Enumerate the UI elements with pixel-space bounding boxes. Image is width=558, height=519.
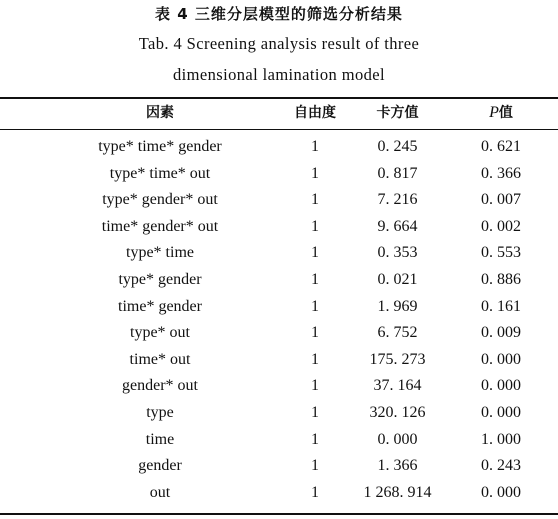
header-p-letter: P bbox=[489, 104, 499, 121]
cell-chi-square: 1 268. 914 bbox=[363, 483, 432, 501]
cell-p-value: 0. 886 bbox=[481, 271, 521, 288]
cell-p-value: 0. 002 bbox=[481, 217, 521, 235]
cell-p-value: 0. 000 bbox=[481, 483, 521, 501]
cell-p-value: 0. 007 bbox=[481, 191, 521, 209]
cell-chi-square: 7. 216 bbox=[377, 191, 418, 209]
cell-factor: type bbox=[146, 404, 174, 421]
cell-chi-square: 1. 366 bbox=[377, 457, 418, 475]
cell-df: 1 bbox=[311, 138, 319, 155]
table-top-rule bbox=[0, 97, 558, 99]
cell-chi-square: 0. 817 bbox=[377, 164, 418, 182]
cell-chi-square: 1. 969 bbox=[377, 297, 418, 315]
table-caption-english-line-2: dimensional lamination model bbox=[173, 65, 385, 84]
table-caption-chinese: 表 4 三维分层模型的筛选分析结果 bbox=[155, 5, 403, 23]
cell-p-value: 0. 621 bbox=[481, 138, 521, 155]
table-bottom-rule bbox=[0, 513, 558, 515]
cell-df: 1 bbox=[311, 244, 319, 262]
cell-chi-square: 6. 752 bbox=[377, 324, 418, 342]
cell-chi-square: 0. 021 bbox=[377, 271, 418, 288]
cell-df: 1 bbox=[311, 297, 319, 315]
table-caption-english-line-1: Tab. 4 Screening analysis result of three bbox=[138, 34, 420, 53]
cell-p-value: 0. 553 bbox=[481, 244, 521, 262]
cell-chi-square: 0. 353 bbox=[377, 244, 418, 262]
cell-df: 1 bbox=[311, 271, 319, 288]
cell-factor: time* gender bbox=[118, 297, 202, 315]
header-chi-square: 卡方值 bbox=[376, 105, 419, 121]
cell-df: 1 bbox=[311, 191, 319, 209]
header-p-value bbox=[455, 100, 547, 126]
cell-df: 1 bbox=[311, 483, 319, 501]
cell-df: 1 bbox=[311, 217, 319, 235]
cell-p-value: 0. 366 bbox=[481, 164, 521, 182]
cell-p-value: 0. 243 bbox=[481, 457, 521, 475]
cell-factor: gender bbox=[138, 457, 182, 475]
cell-factor: type* out bbox=[130, 324, 190, 342]
header-factor: 因素 bbox=[146, 105, 174, 121]
cell-chi-square: 175. 273 bbox=[369, 350, 426, 368]
cell-chi-square: 9. 664 bbox=[377, 217, 418, 235]
cell-factor: type* gender* out bbox=[102, 191, 218, 209]
cell-p-value: 0. 000 bbox=[481, 404, 521, 421]
cell-p-value: 1. 000 bbox=[481, 430, 521, 448]
cell-factor: time* out bbox=[129, 350, 191, 368]
cell-df: 1 bbox=[311, 377, 319, 395]
cell-factor: gender* out bbox=[122, 377, 198, 395]
cell-chi-square: 0. 000 bbox=[377, 430, 418, 448]
table-header-rule bbox=[0, 129, 558, 130]
cell-factor: type* time bbox=[126, 244, 194, 262]
cell-p-value: 0. 000 bbox=[481, 350, 521, 368]
cell-p-value: 0. 161 bbox=[481, 297, 521, 315]
cell-df: 1 bbox=[311, 404, 319, 421]
cell-factor: time* gender* out bbox=[101, 217, 219, 235]
cell-factor: type* time* gender bbox=[98, 138, 222, 155]
cell-chi-square: 0. 245 bbox=[377, 138, 418, 155]
cell-chi-square: 37. 164 bbox=[373, 377, 422, 395]
cell-df: 1 bbox=[311, 164, 319, 182]
header-degrees-of-freedom: 自由度 bbox=[294, 105, 336, 121]
cell-df: 1 bbox=[311, 324, 319, 342]
cell-factor: type* time* out bbox=[109, 164, 211, 182]
cell-p-value: 0. 009 bbox=[481, 324, 521, 342]
cell-factor: time bbox=[145, 430, 175, 448]
cell-factor: type* gender bbox=[118, 271, 202, 288]
cell-df: 1 bbox=[311, 350, 319, 368]
cell-df: 1 bbox=[311, 430, 319, 448]
header-p-suffix: 值 bbox=[498, 105, 513, 121]
cell-factor: out bbox=[149, 483, 171, 501]
cell-p-value: 0. 000 bbox=[481, 377, 521, 395]
cell-df: 1 bbox=[311, 457, 319, 475]
cell-chi-square: 320. 126 bbox=[369, 404, 426, 421]
